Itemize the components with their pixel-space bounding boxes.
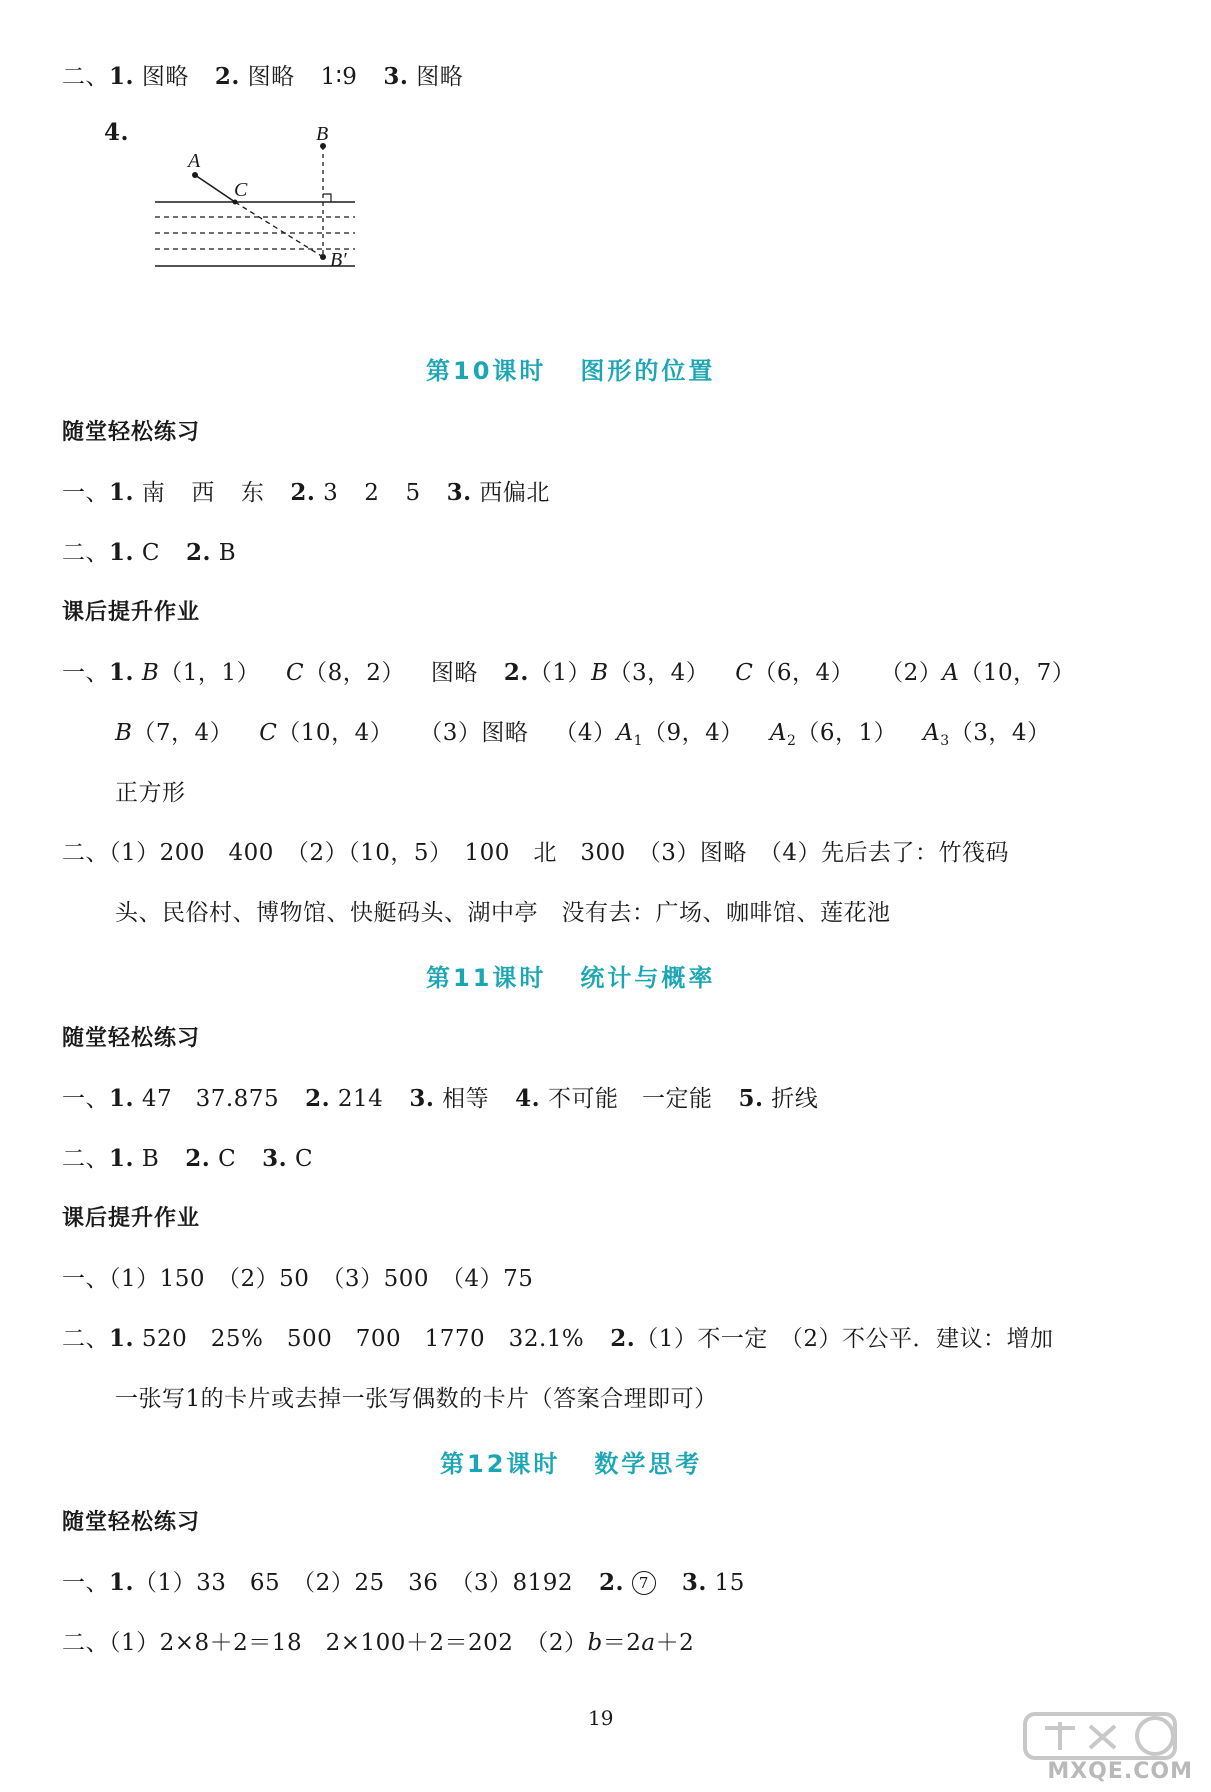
point-label: B [115, 720, 133, 746]
answer: B [141, 1146, 160, 1172]
answer: （1）33 65 （2）25 36 （3）8192 [134, 1570, 574, 1596]
right-angle-mark [323, 194, 331, 202]
coordinate: （7，4） [132, 720, 234, 746]
lesson-title-11 [426, 962, 715, 994]
point-label: B [141, 660, 160, 686]
q-number: 2. [290, 479, 316, 506]
answer-line: 一张写1的卡片或去掉一张写偶数的卡片（答案合理即可） [115, 1386, 718, 1412]
circled-number: 7 [632, 1571, 656, 1595]
lesson-topic: 图形的位置 [580, 357, 716, 385]
answer: 图略 [430, 660, 478, 686]
q-number: 4. [515, 1085, 541, 1112]
answer: 西 [191, 480, 215, 506]
answer-line [62, 1264, 533, 1294]
segment-AC [195, 175, 235, 202]
subscript: 3 [940, 733, 950, 749]
equation-part: ＝2 [602, 1630, 642, 1656]
q-number: 3. [681, 1569, 707, 1596]
answer-line [62, 1628, 694, 1658]
coordinate: （8，2） [304, 660, 405, 686]
coordinate: （3，4） [949, 720, 1051, 746]
q-number: 2. [610, 1325, 636, 1352]
section-heading: 课后提升作业 [62, 1206, 201, 1231]
q-number: 2. [214, 63, 240, 90]
prefix: 一、 [62, 1266, 109, 1292]
lesson-topic: 统计与概率 [580, 964, 716, 992]
answer: 图略 [416, 64, 464, 90]
subscript: 2 [786, 733, 797, 749]
answer: 5 [405, 480, 421, 506]
prefix: 二、 [62, 1326, 109, 1352]
answer-line [115, 718, 1050, 756]
answer: C [218, 1146, 237, 1172]
point-A [192, 172, 198, 178]
answer: B [218, 540, 237, 566]
q-number: 2. [185, 1145, 211, 1172]
q-number: 1. [109, 479, 135, 506]
answer: 15 [714, 1570, 745, 1596]
q-number: 3. [409, 1085, 435, 1112]
coordinate: （3，4） [608, 660, 710, 686]
answer: （1）不一定 （2）不公平．建议：增加 [635, 1326, 1054, 1352]
point-label: C [286, 660, 305, 686]
answer: （1）150 （2）50 （3）500 （4）75 [109, 1266, 534, 1292]
lesson-title-10 [426, 355, 715, 387]
label-B: B [316, 123, 329, 145]
answer-line [62, 658, 1075, 688]
answer: 47 37.875 [141, 1086, 280, 1112]
answer: 520 25% 500 700 1770 32.1% [141, 1326, 585, 1352]
answer: 东 [240, 480, 265, 506]
q-number: 1. [109, 659, 135, 686]
answer-line [62, 1324, 1054, 1354]
q-number: 1. [109, 1325, 135, 1352]
answer-line-part2-top [62, 62, 463, 92]
q-number: 2. [599, 1569, 625, 1596]
answer: 西偏北 [479, 480, 550, 506]
q-number: 1. [109, 539, 135, 566]
section-heading: 课后提升作业 [62, 600, 201, 625]
coordinate: （6，4） [753, 660, 855, 686]
label-C: C [234, 179, 248, 201]
lesson-title-12 [440, 1448, 702, 1480]
section-heading: 随堂轻松练习 [62, 1510, 201, 1535]
answer-line: 头、民俗村、博物馆、快艇码头、湖中亭 没有去：广场、咖啡馆、莲花池 [115, 900, 891, 926]
q-number: 1. [109, 63, 135, 90]
point-label: C [735, 660, 754, 686]
coordinate: （9，4） [643, 720, 744, 746]
prefix: 一、 [62, 660, 109, 686]
point-label: A [942, 660, 960, 686]
q-number: 1. [109, 1145, 135, 1172]
coordinate: （10，7） [959, 660, 1076, 686]
variable: b [587, 1630, 603, 1656]
answer-line [62, 1084, 818, 1114]
coordinate: （1，1） [159, 660, 261, 686]
answer: 1∶9 [320, 64, 358, 90]
label-A: A [188, 150, 201, 172]
prefix: 一、 [62, 480, 109, 506]
answer: 2 [364, 480, 380, 506]
q-number: 3. [446, 479, 472, 506]
sub-number: （1） [528, 660, 592, 686]
point-label: B [591, 660, 609, 686]
badge-icon [1137, 1718, 1173, 1754]
prefix: 二、 [62, 1630, 109, 1656]
answer: 214 [337, 1086, 384, 1112]
answer-line: 正方形 [115, 780, 186, 806]
answer: （1）2×8＋2＝18 2×100＋2＝202 （2） [109, 1630, 588, 1656]
answer-line [62, 478, 550, 508]
prefix: 二、 [62, 840, 109, 866]
q-number: 1. [109, 1085, 135, 1112]
figure-number: 4. [104, 119, 130, 146]
answer-line [62, 1568, 745, 1598]
prefix: 二、 [62, 540, 109, 566]
sub-number: （4） [554, 720, 617, 746]
answer: 图略 [141, 64, 189, 90]
q-number: 3. [383, 63, 409, 90]
q-number: 5. [738, 1085, 764, 1112]
label-B-prime: B′ [330, 249, 347, 271]
page-number: 19 [588, 1706, 614, 1730]
q-number: 1. [109, 1569, 135, 1596]
lesson-number: 第12课时 [440, 1450, 561, 1478]
q-number: 2. [185, 539, 211, 566]
q-number: 2. [503, 659, 529, 686]
lesson-topic: 数学思考 [594, 1450, 703, 1478]
prefix: 二、 [62, 64, 109, 90]
reflection-diagram [150, 120, 370, 280]
answer: 折线 [771, 1086, 819, 1112]
prefix: 一、 [62, 1086, 109, 1112]
sub-number: （2） [880, 660, 943, 686]
coordinate: （10，4） [277, 720, 394, 746]
subscript: 1 [633, 733, 644, 749]
point-B-prime [320, 254, 326, 260]
answer: 南 [141, 480, 166, 506]
answer-line [62, 838, 1009, 868]
point-label: A [923, 720, 941, 746]
prefix: 二、 [62, 1146, 109, 1172]
prefix: 一、 [62, 1570, 109, 1596]
answer-line [62, 538, 236, 568]
answer-line [62, 1144, 313, 1174]
answer: 不可能 一定能 [547, 1086, 713, 1112]
answer: 3 [323, 480, 339, 506]
answer: C [295, 1146, 314, 1172]
section-heading: 随堂轻松练习 [62, 420, 201, 445]
point-label: A [616, 720, 634, 746]
variable: a [641, 1630, 656, 1656]
q-number: 2. [305, 1085, 331, 1112]
answer: 相等 [442, 1086, 490, 1112]
watermark-text: MXQE.COM [1047, 1759, 1193, 1784]
q-number: 3. [262, 1145, 288, 1172]
answer: C [141, 540, 160, 566]
answer: （3）图略 [419, 720, 529, 746]
point-label: C [259, 720, 278, 746]
equation-part: ＋2 [655, 1630, 695, 1656]
lesson-number: 第10课时 [426, 357, 547, 385]
answer: 图略 [247, 64, 295, 90]
point-label: A [769, 720, 787, 746]
lesson-number: 第11课时 [426, 964, 547, 992]
coordinate: （6，1） [796, 720, 898, 746]
answer: （1）200 400 （2）（10，5） 100 北 300 （3）图略 （4）先后去了：竹筏码 [109, 840, 1010, 866]
section-heading: 随堂轻松练习 [62, 1026, 201, 1051]
